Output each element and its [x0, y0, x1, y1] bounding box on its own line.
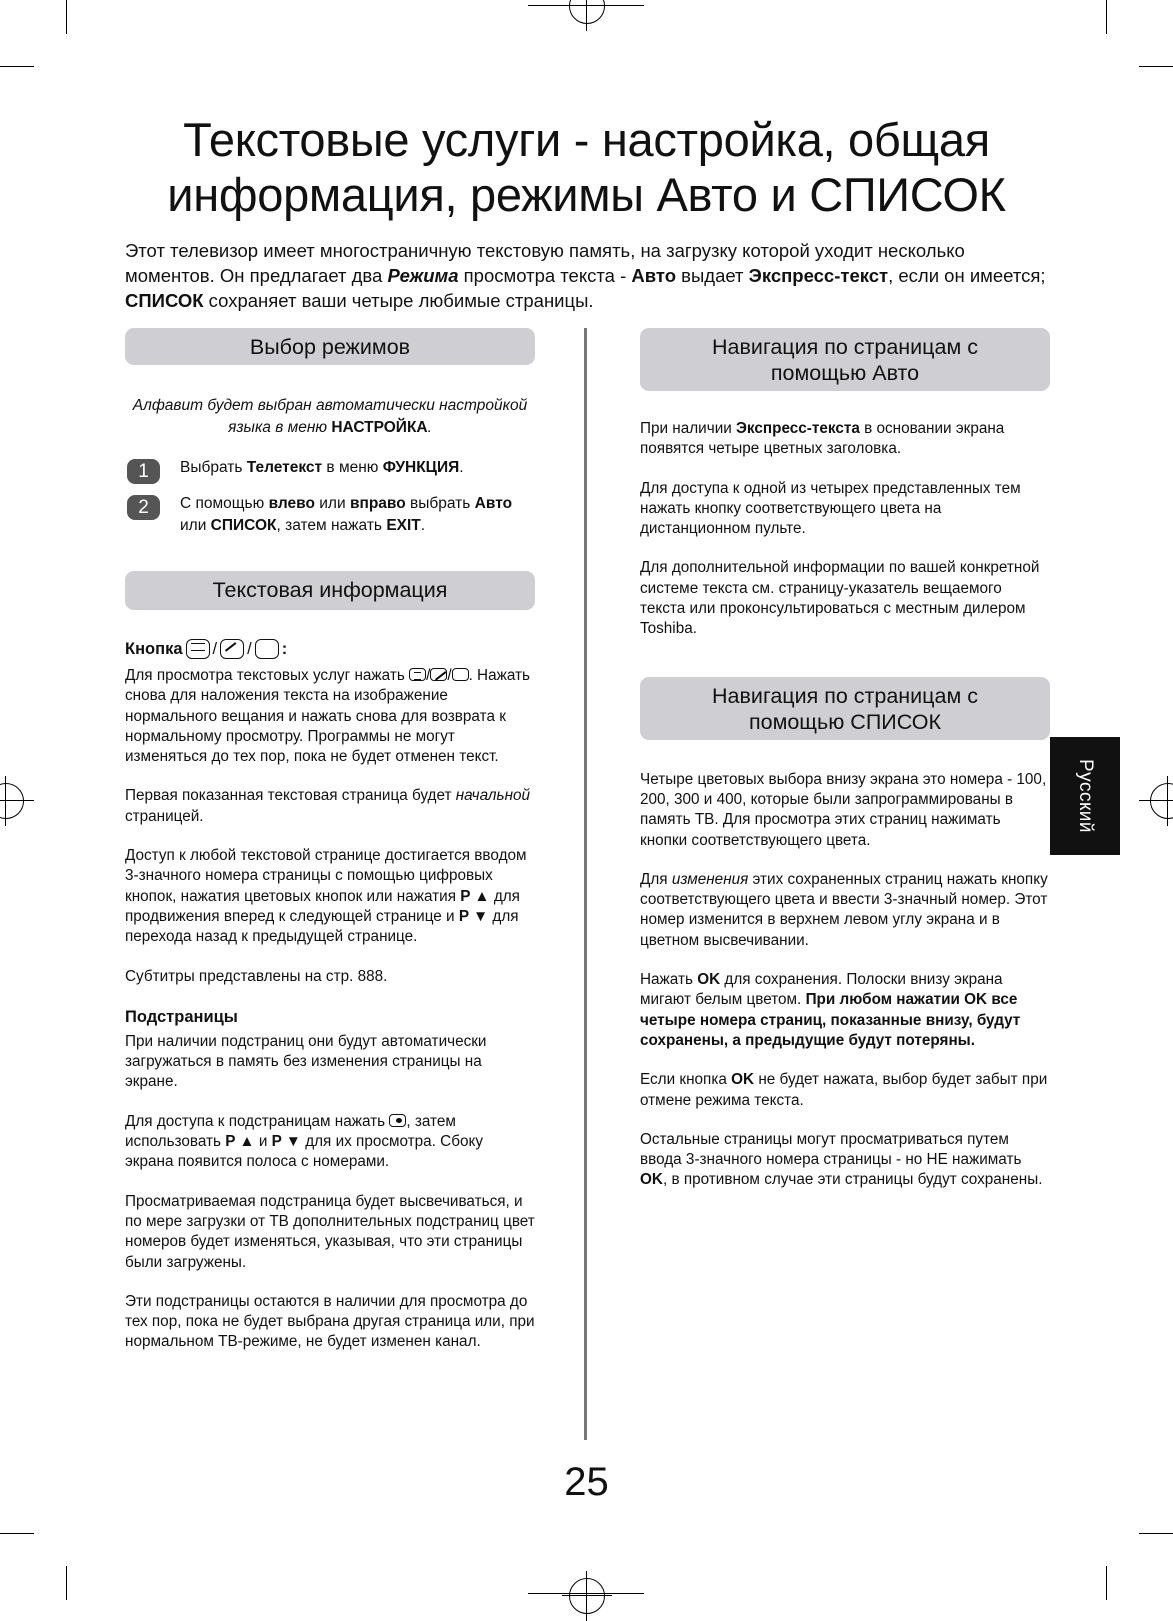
button-heading: Кнопка / / : — [125, 640, 288, 658]
mix-button-icon — [430, 668, 447, 681]
right-column — [640, 328, 1050, 1210]
step-number-badge: 1 — [127, 459, 160, 484]
crop-mark — [0, 1533, 34, 1534]
step-number-badge: 2 — [127, 495, 160, 520]
crop-mark — [1106, 1566, 1107, 1600]
text-button-icon — [409, 668, 426, 681]
registration-mark — [1150, 783, 1173, 819]
text-info-paragraph: Субтитры представлены на стр. 888. — [125, 967, 388, 985]
text-button-icon — [186, 639, 210, 659]
registration-mark — [569, 1578, 605, 1614]
crop-mark — [0, 66, 34, 67]
nav-auto-paragraph: Для доступа к одной из четырех представленных тем нажать кнопку соответствующего цвета на дистанционном пульте. — [640, 479, 1021, 538]
crop-mark — [1106, 0, 1107, 34]
mix-button-icon — [220, 639, 244, 659]
subpages-heading: Подстраницы — [125, 1007, 238, 1026]
left-column — [125, 328, 535, 1372]
subpages-paragraph: При наличии подстраниц они будут автоматически загружаться в память без изменения страницы на экране. — [125, 1032, 487, 1091]
nav-list-paragraph: Четыре цветовых выбора внизу экрана это номера - 100, 200, 300 и 400, которые были запрограммированы в память ТВ. Для просмотра этих страниц нажимать кнопки соответствующего цвета. — [640, 770, 1047, 849]
section-heading-nav-auto: Навигация по страницам с помощью Авто — [640, 328, 1050, 391]
crop-mark — [1139, 66, 1173, 67]
crop-mark — [66, 1566, 67, 1600]
language-tab-label: Русский — [1075, 759, 1096, 833]
intro-paragraph: Этот телевизор имеет многостраничную текстовую память, на загрузку которой уходит несколько моментов. Он предлагает два Режима просмотра текста - Авто выдает Экспресс-текст, если он имеется; СПИСОК сохраняет ваши четыре любимые страницы. — [125, 240, 1046, 311]
page-title — [0, 112, 1173, 222]
subpages-paragraph: Просматриваемая подстраница будет высвечиваться, и по мере загрузки от ТВ дополнительных подстраниц цвет номеров будет изменяться, указывая, что эти страницы были загружены. — [125, 1192, 535, 1271]
subpages-paragraph: Для доступа к подстраницам нажать , затем использовать P ▲ и P ▼ для их просмотра. Сбоку экрана появится полоса с номерами. — [125, 1112, 484, 1171]
step-2: 2 С помощью влево или вправо выбрать Авто или СПИСОК, затем нажать EXIT. — [125, 493, 535, 537]
registration-mark — [0, 783, 24, 819]
column-divider — [584, 328, 587, 1440]
step-1: 1 Выбрать Телетекст в меню ФУНКЦИЯ. — [125, 457, 535, 479]
language-note: Алфавит будет выбран автоматически настройкой языка в меню НАСТРОЙКА. — [132, 397, 528, 436]
tv-button-icon — [255, 639, 279, 659]
text-info-paragraph: Для просмотра текстовых услуг нажать / / . Нажать снова для наложения текста на изображение нормального вещания и нажать снова для возврата к нормальному просмотру. Программы не могут изменяться до тех пор, пока не будет отменен текст. — [125, 667, 530, 766]
page-title-line1: Текстовые услуги - настройка, общая — [183, 113, 990, 166]
section-heading-nav-list: Навигация по страницам с помощью СПИСОК — [640, 677, 1050, 740]
crop-mark — [66, 0, 67, 34]
tv-button-icon — [452, 668, 469, 681]
section-heading-text-info: Текстовая информация — [125, 571, 535, 610]
nav-list-paragraph: Остальные страницы могут просматриваться путем ввода 3-значного номера страницы - но НЕ нажимать OK, в противном случае эти страницы будут сохранены. — [640, 1130, 1043, 1189]
page-title-line2: информация, режимы Авто и СПИСОК — [167, 168, 1006, 221]
page-number: 25 — [564, 1460, 609, 1504]
section-heading-mode-select: Выбор режимов — [125, 328, 535, 365]
crop-mark — [1139, 1533, 1173, 1534]
language-tab — [1050, 737, 1120, 855]
text-info-paragraph: Доступ к любой текстовой странице достигается вводом 3-значного номера страницы с помощью цифровых кнопок, нажатия цветовых кнопок или нажатия P ▲ для продвижения вперед к следующей странице и P ▼ для перехода назад к предыдущей странице. — [125, 847, 527, 946]
subpages-paragraph: Эти подстраницы остаются в наличии для просмотра до тех пор, пока не будет выбрана другая страница или, при нормальном ТВ-режиме, не будет изменен канал. — [125, 1292, 535, 1351]
text-info-paragraph: Первая показанная текстовая страница будет начальной страницей. — [125, 787, 531, 825]
nav-list-paragraph: Нажать OK для сохранения. Полоски внизу экрана мигают белым цветом. При любом нажатии OK все четыре номера страниц, показанные внизу, будут сохранены, а предыдущие будут потеряны. — [640, 971, 1021, 1049]
subpage-button-icon — [389, 1114, 406, 1127]
nav-list-paragraph: Если кнопка OK не будет нажата, выбор будет забыт при отмене режима текста. — [640, 1071, 1048, 1109]
nav-list-paragraph: Для изменения этих сохраненных страниц нажать кнопку соответствующего цвета и ввести 3-значный номер. Этот номер изменится в верхнем левом углу экрана и в цветном высвечивании. — [640, 870, 1048, 949]
nav-auto-paragraph: Для дополнительной информации по вашей конкретной системе текста см. страницу-указатель вещаемого текста или проконсультироваться с местным дилером Toshiba. — [640, 559, 1040, 638]
nav-auto-paragraph: При наличии Экспресс-текста в основании экрана появятся четыре цветных заголовка. — [640, 420, 1005, 458]
registration-mark — [569, 0, 605, 24]
